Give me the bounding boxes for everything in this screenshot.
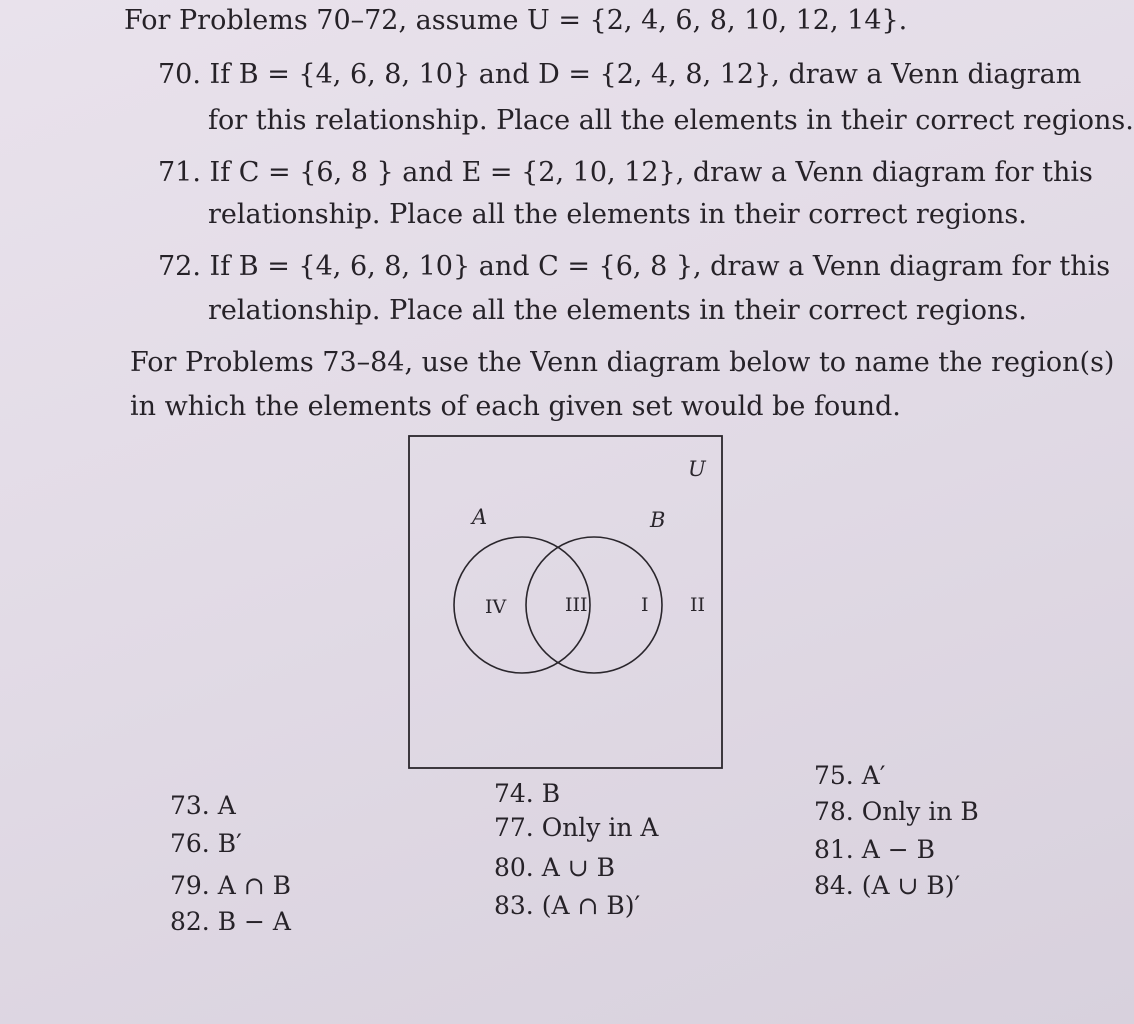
intro-problems-70-72: For Problems 70–72, assume U = {2, 4, 6, 8, 10, 12, 14}. [124, 5, 908, 36]
universe-label: U [688, 457, 706, 481]
venn-diagram [400, 430, 730, 775]
problem-70-line2: for this relationship. Place all the elements in their correct regions. [208, 105, 1134, 136]
set-a-label: A [472, 505, 488, 529]
intro-problems-73-84-line2: in which the elements of each given set would be found. [130, 391, 901, 422]
problem-71-line2: relationship. Place all the elements in their correct regions. [208, 199, 1027, 230]
problem-71-line1: If C = {6, 8 } and E = {2, 10, 12}, draw a Venn diagram for this [209, 157, 1093, 188]
problem-70 [158, 58, 1081, 92]
exercise-78: 78. Only in B [814, 797, 979, 826]
exercise-79: 79. A ∩ B [170, 871, 291, 900]
problem-72-number: 72. [158, 251, 201, 282]
set-b-label: B [650, 508, 666, 532]
exercise-82: 82. B − A [170, 907, 291, 936]
exercise-84: 84. (A ∪ B)′ [814, 871, 961, 900]
exercise-76: 76. B′ [170, 829, 242, 858]
exercise-77: 77. Only in A [494, 813, 659, 842]
exercise-75: 75. A′ [814, 761, 886, 790]
exercise-81: 81. A − B [814, 835, 935, 864]
problem-72 [158, 250, 1110, 284]
region-iv-label: IV [485, 596, 507, 618]
region-i-label: I [641, 594, 649, 616]
exercise-80: 80. A ∪ B [494, 853, 615, 882]
problem-71-number: 71. [158, 157, 201, 188]
problem-70-line1: If B = {4, 6, 8, 10} and D = {2, 4, 8, 12}, draw a Venn diagram [209, 59, 1082, 90]
problem-72-line1: If B = {4, 6, 8, 10} and C = {6, 8 }, draw a Venn diagram for this [209, 251, 1111, 282]
exercise-74: 74. B [494, 779, 561, 808]
exercise-83: 83. (A ∩ B)′ [494, 891, 641, 920]
region-iii-label: III [565, 594, 588, 616]
exercise-73: 73. A [170, 791, 236, 820]
problem-70-number: 70. [158, 59, 201, 90]
problem-72-line2: relationship. Place all the elements in their correct regions. [208, 295, 1027, 326]
region-ii-label: II [690, 594, 706, 616]
intro-problems-73-84-line1: For Problems 73–84, use the Venn diagram below to name the region(s) [130, 347, 1115, 378]
problem-71 [158, 156, 1093, 190]
